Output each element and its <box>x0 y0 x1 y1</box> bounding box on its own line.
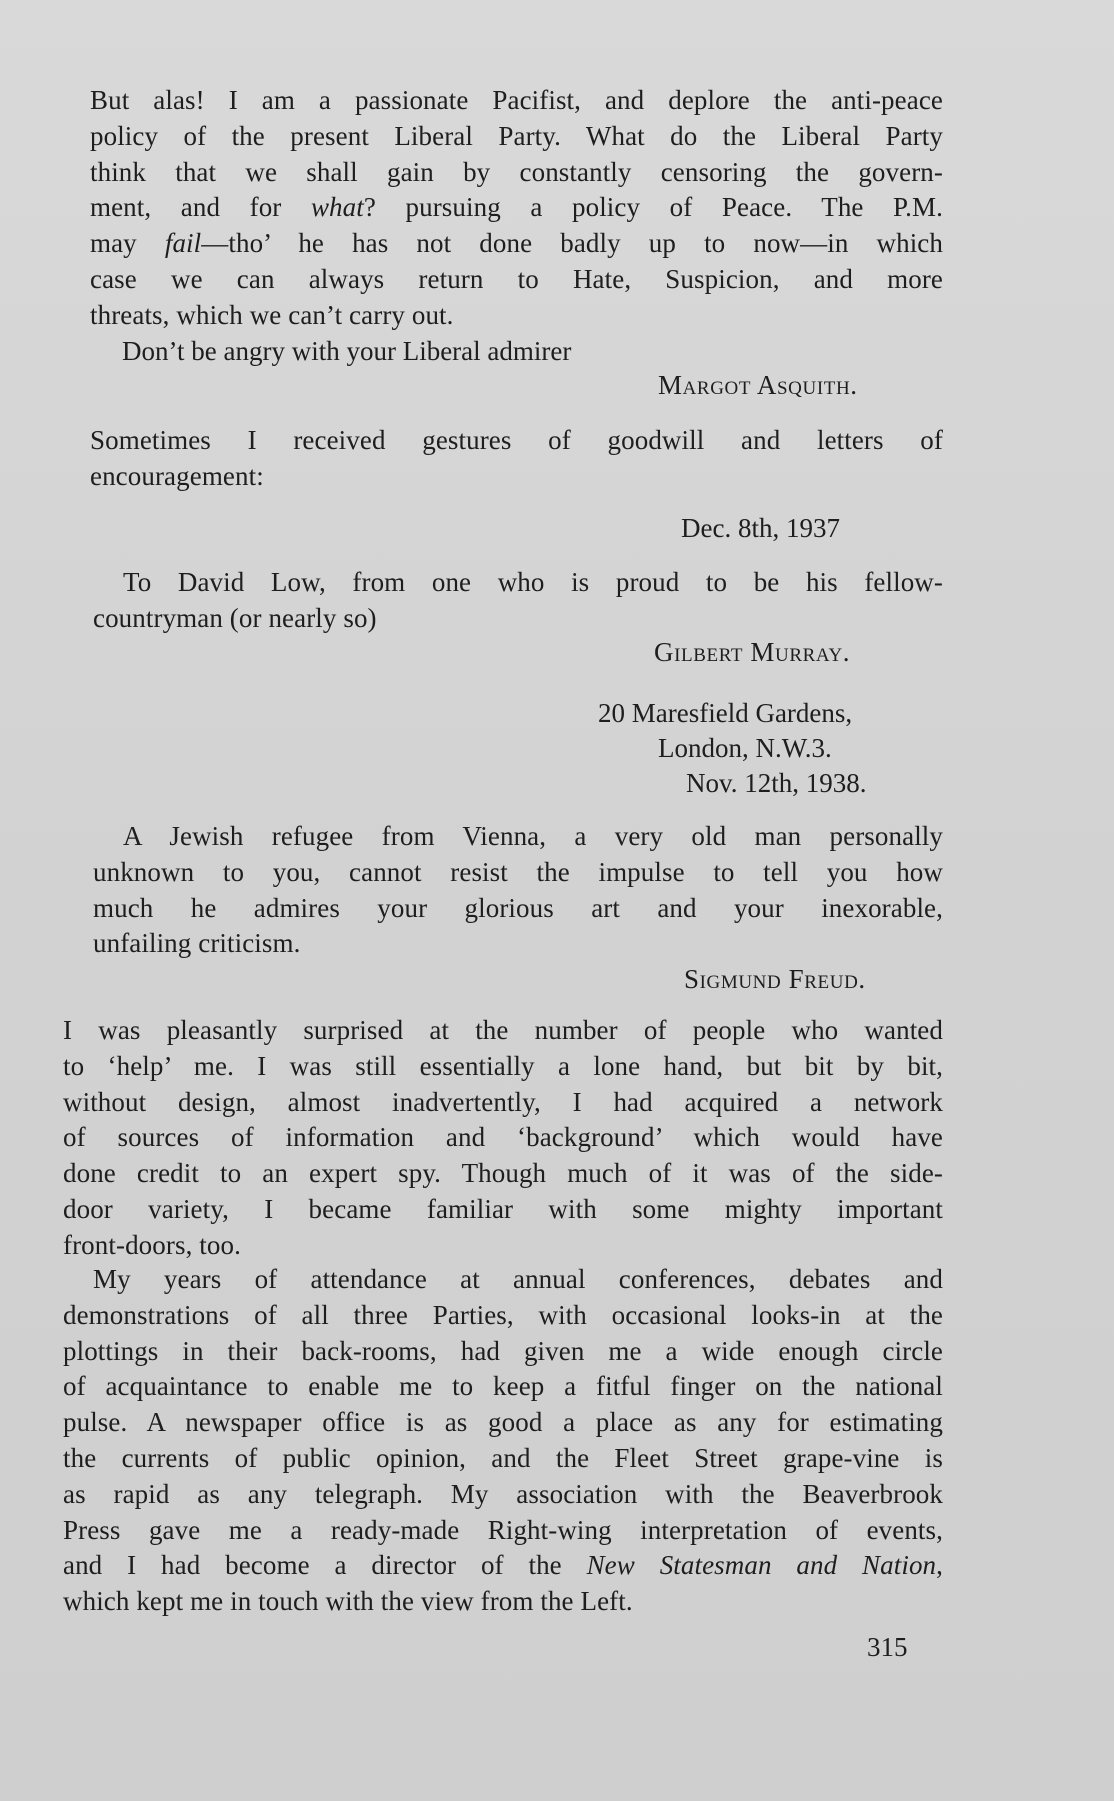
text-line: as rapid as any telegraph. My association with the Beaverbrook <box>63 1478 943 1509</box>
text-line: I was pleasantly surprised at the number of people who wanted <box>63 1015 943 1045</box>
text-line: pulse. A newspaper office is as good a place as any for estimating <box>63 1407 943 1438</box>
text-line: encouragement: <box>90 460 264 491</box>
text-line: of sources of information and ‘background’ which would have <box>63 1122 943 1153</box>
text-line: threats, which we can’t carry out. <box>90 299 454 330</box>
body-paragraph-1 <box>63 1013 943 1264</box>
murray-signature: Gilbert Murray. <box>654 637 851 667</box>
text-line: which kept me in touch with the view from the Left. <box>63 1586 633 1617</box>
text-line: My years of attendance at annual conferences, debates and <box>93 1264 943 1294</box>
text-line: the currents of public opinion, and the Fleet Street grape-vine is <box>63 1442 943 1473</box>
text-line: To David Low, from one who is proud to be his fellow- <box>123 567 943 597</box>
text-line: to ‘help’ me. I was still essentially a lone hand, but bit by bit, <box>63 1050 943 1081</box>
asquith-signature: Margot Asquith. <box>658 370 858 400</box>
body-paragraph-2 <box>63 1262 943 1620</box>
murray-letter-date: Dec. 8th, 1937 <box>681 513 840 543</box>
text-line: policy of the present Liberal Party. What do the Liberal Party <box>90 120 943 151</box>
freud-address-street: 20 Maresfield Gardens, <box>598 698 853 728</box>
text-line: much he admires your glorious art and your inexorable, <box>93 892 943 923</box>
text-line: countryman (or nearly so) <box>93 602 377 633</box>
text-line: unfailing criticism. <box>93 928 301 959</box>
asquith-letter-body <box>90 83 943 334</box>
page-number: 315 <box>867 1632 908 1662</box>
freud-address-city: London, N.W.3. <box>658 733 832 763</box>
intro-paragraph <box>90 423 943 495</box>
text-line: and I had become a director of the New Statesman and Nation, <box>63 1550 943 1581</box>
text-line: But alas! I am a passionate Pacifist, and deplore the anti-peace <box>90 85 943 115</box>
freud-letter-body <box>93 819 943 962</box>
text-line: plottings in their back-rooms, had given me a wide enough circle <box>63 1335 943 1366</box>
text-line: done credit to an expert spy. Though much of it was of the side- <box>63 1158 943 1189</box>
text-line: Sometimes I received gestures of goodwill and letters of <box>90 425 943 455</box>
text-line: demonstrations of all three Parties, with occasional looks-in at the <box>63 1299 943 1330</box>
asquith-closing-line: Don’t be angry with your Liberal admirer <box>122 336 572 366</box>
text-line: may fail—tho’ he has not done badly up to now—in which <box>90 228 943 259</box>
text-line: Press gave me a ready-made Right-wing interpretation of events, <box>63 1514 943 1545</box>
freud-signature: Sigmund Freud. <box>684 964 866 994</box>
murray-letter-body <box>93 565 943 637</box>
text-line: door variety, I became familiar with some mighty important <box>63 1193 943 1224</box>
text-line: A Jewish refugee from Vienna, a very old man personally <box>123 821 943 851</box>
text-line: of acquaintance to enable me to keep a fitful finger on the national <box>63 1371 943 1402</box>
freud-letter-date: Nov. 12th, 1938. <box>686 768 867 798</box>
text-line: front-doors, too. <box>63 1229 241 1260</box>
text-line: case we can always return to Hate, Suspicion, and more <box>90 263 943 294</box>
text-line: think that we shall gain by constantly censoring the govern- <box>90 156 943 187</box>
text-line: unknown to you, cannot resist the impulse to tell you how <box>93 856 943 887</box>
text-line: without design, almost inadvertently, I had acquired a network <box>63 1086 943 1117</box>
text-line: ment, and for what? pursuing a policy of Peace. The P.M. <box>90 192 943 223</box>
